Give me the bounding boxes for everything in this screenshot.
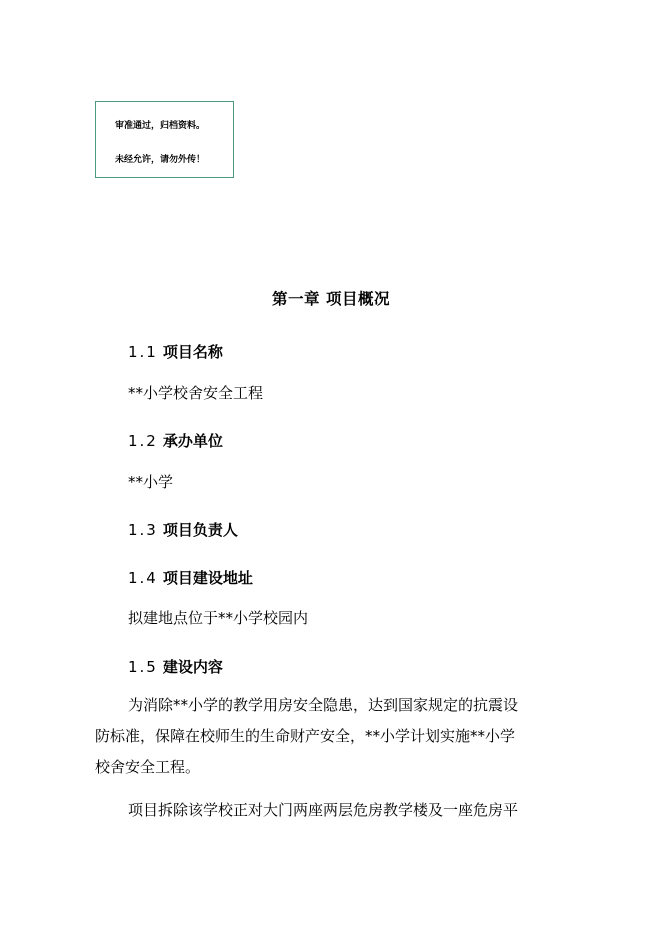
section-number: 1.4 — [128, 569, 158, 587]
paragraph-line: 校舍安全工程。 — [95, 758, 201, 776]
body-paragraph-2 — [95, 795, 573, 826]
section-number: 1.2 — [128, 432, 158, 450]
paragraph-line: 项目拆除该学校正对大门两座两层危房教学楼及一座危房平 — [128, 801, 519, 819]
body-paragraph-1 — [95, 690, 573, 783]
notice-stamp-box — [95, 101, 234, 178]
section-content-project-name: **小学校舍安全工程 — [128, 384, 264, 402]
section-number: 1.1 — [128, 343, 158, 361]
section-content-organizer: **小学 — [128, 473, 174, 491]
notice-line-confidential: 未经允许，请勿外传！ — [115, 155, 206, 165]
paragraph-line: 为消除**小学的教学用房安全隐患，达到国家规定的抗震设 — [128, 696, 519, 714]
chapter-title: 第一章 项目概况 — [272, 290, 390, 308]
section-number: 1.5 — [128, 658, 158, 676]
section-heading-organizer — [128, 430, 223, 451]
section-content-location: 拟建地点位于**小学校园内 — [128, 609, 309, 627]
section-heading-construction — [128, 656, 223, 677]
section-title: 项目名称 — [162, 343, 223, 361]
section-title: 承办单位 — [162, 432, 223, 450]
paragraph-line: 防标准，保障在校师生的生命财产安全，**小学计划实施**小学 — [95, 727, 516, 745]
section-title: 建设内容 — [162, 658, 223, 676]
section-heading-project-lead — [128, 519, 238, 540]
section-title: 项目建设地址 — [162, 569, 253, 587]
section-number: 1.3 — [128, 521, 158, 539]
section-heading-location — [128, 567, 253, 588]
section-heading-project-name — [128, 341, 223, 362]
notice-line-approved: 审准通过，归档资料。 — [115, 121, 206, 131]
section-title: 项目负责人 — [162, 521, 238, 539]
